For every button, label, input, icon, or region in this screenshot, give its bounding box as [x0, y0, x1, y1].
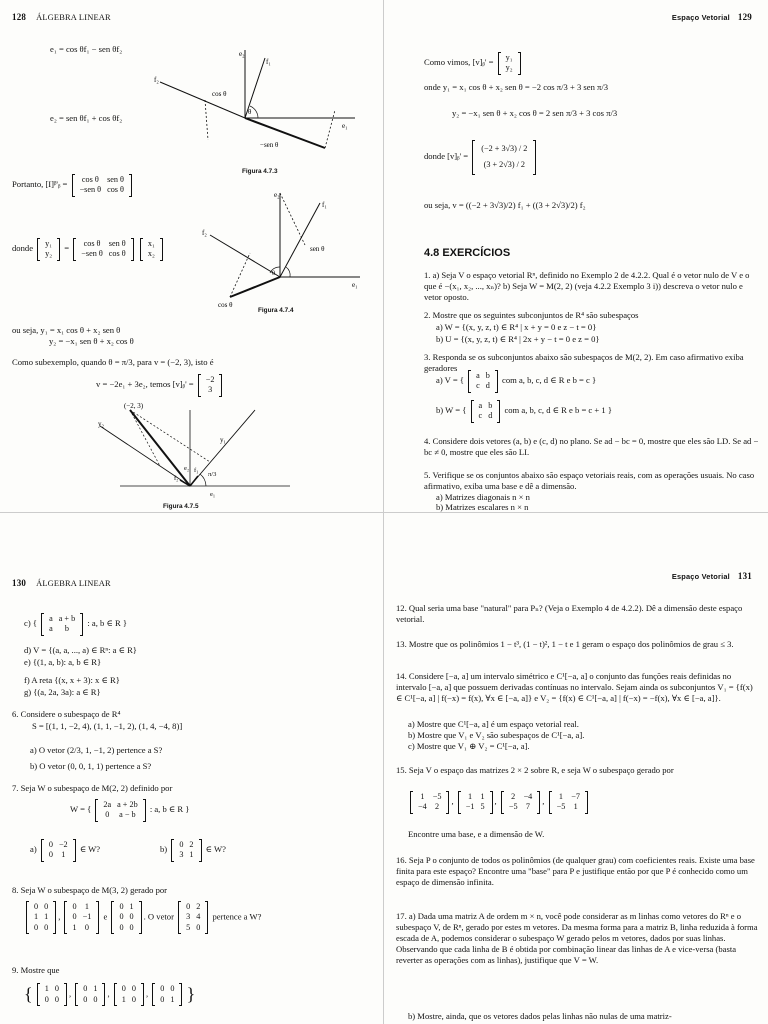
fig3-label-y1: y₁ — [220, 436, 226, 444]
running-head: ÁLGEBRA LINEAR — [36, 579, 111, 588]
fig2-label-e2: e₂ — [274, 191, 280, 199]
page-131 — [384, 512, 768, 1024]
exercise-5b: b) Matrizes escalares n × n — [436, 502, 529, 512]
running-head: Espaço Vetorial — [671, 572, 730, 581]
matrix-15-2: 1 1 −1 5 — [458, 791, 493, 814]
fig1-label-cos: cos θ — [212, 90, 227, 98]
matrix-change-basis: cos θ sen θ −sen θ cos θ — [72, 174, 132, 197]
exercise-7b: b) 0 2 3 1 ∈ W? — [160, 839, 226, 862]
exercise-14a: a) Mostre que C¹[−a, a] é um espaço vetorial real. — [408, 719, 579, 729]
fig2-label-e1: e₁ — [352, 281, 358, 289]
exercise-8: 8. Seja W o subespaço de M(3, 2) gerado por — [12, 885, 168, 895]
exercise-17: 17. a) Dada uma matriz A de ordem m × n, você pode considerar as m linhas como vetores do Rⁿ e o subespaço V, de Rⁿ, gerado por estes m vetores. Da mesma forma para a matriz B, linha reduzida à forma escada de A, podemos considerar o subespaço W gerado pelos m vetores, dados por suas linhas. Observando que cada linha de B é obtida por combinação linear das linhas de A e vice-versa (basta reverter as operações com as linhas), justifique que V = W. — [396, 911, 758, 965]
ou-seja-line: ou seja, v = ((−2 + 3√3)/2) f₁ + ((3 + 2√3)/2) f₂ — [424, 200, 586, 210]
matrix-15-1: 1 −5 −4 2 — [410, 791, 449, 814]
exercise-2b: b) U = {(x, y, z, t) ∈ R⁴ | 2x + y − t = 0 e z = 0} — [436, 334, 600, 344]
matrix-9-2: 0 1 0 0 — [75, 983, 105, 1006]
exercise-17b: b) Mostre, ainda, que os vetores dados pelas linhas não nulas de uma matriz- — [408, 1011, 672, 1021]
page-header — [672, 12, 752, 24]
exercise-3a: a) V = { a b c d com a, b, c, d ∈ R e b = c } — [436, 370, 596, 393]
exercise-6: 6. Considere o subespaço de R⁴ — [12, 709, 121, 719]
exercise-15-end: Encontre uma base, e a dimensão de W. — [408, 829, 545, 839]
running-head: Espaço Vetorial — [671, 13, 730, 22]
exercise-5: 5. Verifique se os conjuntos abaixo são espaço vetoriais reais, com as operações usuais. No caso afirmativo, exiba uma base e dê a dimensão. — [424, 470, 755, 491]
exercise-3: 3. Responda se os subconjuntos abaixo são subespaços de M(2, 2). Em caso afirmativo exiba geradores — [424, 352, 744, 373]
figure-4-7-5 — [80, 400, 300, 502]
exercise-14: 14. Considere [−a, a] um intervalo simétrico e C¹[−a, a] o conjunto das funções reais definidas no intervalo [−a, a] que possuem derivadas contínuas no intervalo. Sejam ainda os subconjuntos V₁ = {f(x) ∈ C¹[−a, a] | f(−x) = f(x), ∀x ∈ [−a, a]} e V₂ = {f(x) ∈ C¹[−a, a] | f(−x) = −f(x), ∀x ∈ [−a, a]}. — [396, 671, 753, 703]
matrix-15-3: 2 −4 −5 7 — [501, 791, 540, 814]
page-129 — [384, 0, 768, 512]
fig3-label-point: (−2, 3) — [124, 402, 144, 410]
v-equation — [96, 374, 224, 397]
figure-4-7-4 — [190, 185, 370, 310]
item-e: e) {(1, a, b): a, b ∈ R} — [24, 657, 102, 667]
fig3-label-y2: y₂ — [98, 420, 104, 428]
como-vimos-text: Como vimos, [v]ᵦ' = — [424, 57, 494, 68]
matrix-15-4: 1 −7 −5 1 — [549, 791, 588, 814]
page-header — [12, 578, 111, 590]
exercise-14b: b) Mostre que V₁ e V₂ são subespaços de C¹[−a, a]. — [408, 730, 585, 740]
fig3-label-e1: e₁ — [210, 491, 216, 498]
figure-caption: Figura 4.7.4 — [258, 307, 294, 314]
exercise-16: 16. Seja P o conjunto de todos os polinômios (de qualquer grau) com coeficientes reais. Existe uma base finita para este espaço? Encontre uma "base" para P e justifique então por que P é conhecido como um espaço de dimensão infinita. — [396, 855, 755, 887]
fig1-label-sen: −sen θ — [260, 141, 279, 149]
fig1-label-e1: e₁ — [342, 122, 348, 130]
fig2-label-sen: sen θ — [310, 245, 325, 253]
exercise-5a: a) Matrizes diagonais n × n — [436, 492, 530, 502]
matrix-3b: a b c d — [471, 400, 501, 423]
exercise-8-set: 0 0 1 1 0 0 , 0 1 0 −1 1 0 e 0 1 0 0 0 0 . O vetor 0 2 3 4 5 0 pertence a W? — [24, 901, 261, 934]
exercise-3b: b) W = { a b c d com a, b, c, d ∈ R e b = c + 1 } — [436, 400, 612, 423]
matrix-y: y₁ y₂ — [37, 238, 60, 261]
portanto-label: Portanto, [I]ᵝ'ᵦ = — [12, 179, 68, 190]
fig1-label-f2: f₂ — [154, 76, 159, 84]
matrix-9-4: 0 0 0 1 — [152, 983, 182, 1006]
donde-label: donde — [12, 243, 34, 254]
exercise-7a: a) 0 −2 0 1 ∈ W? — [30, 839, 100, 862]
donde-line: donde y₁ y₂ = cos θ sen θ −sen θ cos θ x₁ x₂ — [12, 238, 165, 261]
ou-seja-line-2: y₂ = −x₁ sen θ + x₂ cos θ — [49, 336, 134, 346]
matrix-c: a a + b a b — [41, 613, 83, 636]
page-header — [12, 12, 111, 24]
page-number: 129 — [737, 12, 752, 22]
equation-e1: e₁ = cos θf₁ − sen θf₂ — [50, 44, 123, 54]
exercise-2: 2. Mostre que os seguintes subconjuntos de R⁴ são subespaços — [424, 310, 639, 320]
fig1-label-f1: f₁ — [266, 58, 271, 66]
matrix-y: y₁ y₂ — [498, 52, 521, 75]
page-128 — [0, 0, 384, 512]
donde-text: donde [v]ᵦ' = — [424, 151, 469, 162]
fig2-label-theta: θ — [272, 270, 276, 277]
running-head: ÁLGEBRA LINEAR — [36, 13, 111, 22]
page-header — [672, 571, 752, 583]
matrix-8-3: 0 1 0 0 0 0 — [111, 901, 141, 934]
matrix-result: (−2 + 3√3) / 2 (3 + 2√3) / 2 — [472, 140, 536, 175]
fig1-label-theta: θ — [248, 108, 252, 116]
onde-line-1: onde y₁ = x₁ cos θ + x₂ sen θ = −2 cos π/3 + 3 sen π/3 — [424, 82, 609, 92]
fig2-label-f2: f₂ — [202, 229, 207, 237]
fig2-label-f1: f₁ — [322, 201, 327, 209]
exercise-12: 12. Qual seria uma base "natural" para Pₙ? (Veja o Exemplo 4 de 4.2.2). Dê a dimensão deste espaço vetorial. — [396, 603, 743, 624]
fig2-label-cos: cos θ — [218, 301, 233, 309]
exercise-1: 1. a) Seja V o espaço vetorial Rⁿ, definido no Exemplo 2 de 4.2.2. Qual é o vetor nulo de V e o que é −(x₁, x₂, ..., xₙ)? b) Seja W = M(2, 2) (veja 4.2.2 Exemplo 3 i)) descreva o vetor nulo e vetor oposto. — [424, 270, 750, 302]
matrix-8-4: 0 2 3 4 5 0 — [178, 901, 208, 934]
exercise-6a: a) O vetor (2/3, 1, −1, 2) pertence a S? — [30, 745, 163, 755]
matrix-7: 2a a + 2b 0 a − b — [95, 799, 145, 822]
exercise-15-set: 1 −5 −4 2 , 1 1 −1 5 , 2 −4 −5 7 , 1 −7 −5 1 — [408, 791, 590, 814]
matrix-8-1: 0 0 1 1 0 0 — [26, 901, 56, 934]
fig1-label-e2: e₂ — [239, 50, 245, 58]
exercise-9: 9. Mostre que — [12, 965, 60, 975]
donde-line — [424, 140, 538, 175]
matrix-3a: a b c d — [468, 370, 498, 393]
page-number: 130 — [12, 578, 27, 588]
exercise-2a: a) W = {(x, y, z, t) ∈ R⁴ | x + y = 0 e z − t = 0} — [436, 322, 597, 332]
item-g: g) {(a, 2a, 3a): a ∈ R} — [24, 687, 101, 697]
fig3-label-f2: f₂ — [174, 475, 179, 482]
matrix-7b: 0 2 3 1 — [171, 839, 201, 862]
ou-seja-line-1: ou seja, y₁ = x₁ cos θ + x₂ sen θ — [12, 325, 121, 335]
matrix-9-1: 1 0 0 0 — [37, 983, 67, 1006]
v-eq-text: v = −2e₁ + 3e₂, temos [v]ᵦ' = — [96, 379, 194, 390]
exercise-7-set: W = { 2a a + 2b 0 a − b : a, b ∈ R } — [70, 799, 189, 822]
exercise-14c: c) Mostre que V₁ ⊕ V₂ = C¹[−a, a]. — [408, 741, 530, 751]
matrix-9-3: 0 0 1 0 — [114, 983, 144, 1006]
exercise-4: 4. Considere dois vetores (a, b) e (c, d) no plano. Se ad − bc = 0, mostre que eles são LD. Se ad − bc ≠ 0, mostre que eles são LI. — [424, 436, 759, 457]
fig3-label-e2: e₂ — [184, 465, 190, 472]
subexemplo-line: Como subexemplo, quando θ = π/3, para v = (−2, 3), isto é — [12, 357, 214, 367]
item-d: d) V = {(a, a, ..., a) ∈ Rⁿ: a ∈ R} — [24, 645, 137, 655]
onde-line-2: y₂ = −x₁ sen θ + x₂ cos θ = 2 sen π/3 + 3 cos π/3 — [452, 108, 618, 118]
exercise-6-set: S = [(1, 1, −2, 4), (1, 1, −1, 2), (1, 4, −4, 8)] — [32, 721, 183, 731]
figure-4-7-3 — [150, 40, 365, 170]
matrix-v: −2 3 — [198, 374, 223, 397]
figure-caption: Figura 4.7.5 — [163, 503, 199, 510]
exercise-7: 7. Seja W o subespaço de M(2, 2) definido por — [12, 783, 173, 793]
figure-caption: Figura 4.7.3 — [242, 168, 278, 175]
matrix-8-2: 0 1 0 −1 1 0 — [64, 901, 99, 934]
page-130 — [0, 512, 384, 1024]
matrix-7a: 0 −2 0 1 — [41, 839, 76, 862]
como-vimos-line — [424, 52, 523, 75]
item-f: f) A reta {(x, x + 3): x ∈ R} — [24, 675, 120, 685]
matrix-x: x₁ x₂ — [140, 238, 163, 261]
page-number: 128 — [12, 12, 27, 22]
fig3-label-f1: f₁ — [194, 467, 199, 474]
portanto-line — [12, 174, 134, 197]
exercise-15: 15. Seja V o espaço das matrizes 2 × 2 sobre R, e seja W o subespaço gerado por — [396, 765, 674, 775]
equation-e2: e₂ = sen θf₁ + cos θf₂ — [50, 113, 123, 123]
page-number: 131 — [737, 571, 752, 581]
exercise-9-set: { 1 0 0 0 , 0 1 0 0 , 0 0 1 0 , 0 0 0 1 } — [24, 984, 196, 1004]
exercise-6b: b) O vetor (0, 0, 1, 1) pertence a S? — [30, 761, 152, 771]
section-title: 4.8 EXERCÍCIOS — [424, 247, 511, 259]
matrix-rotation: cos θ sen θ −sen θ cos θ — [73, 238, 133, 261]
fig3-label-pi: π/3 — [208, 471, 217, 478]
exercise-13: 13. Mostre que os polinômios 1 − t³, (1 − t)², 1 − t e 1 geram o espaço dos polinômios de grau ≤ 3. — [396, 639, 734, 649]
item-c: c) { a a + b a b : a, b ∈ R } — [24, 613, 127, 636]
